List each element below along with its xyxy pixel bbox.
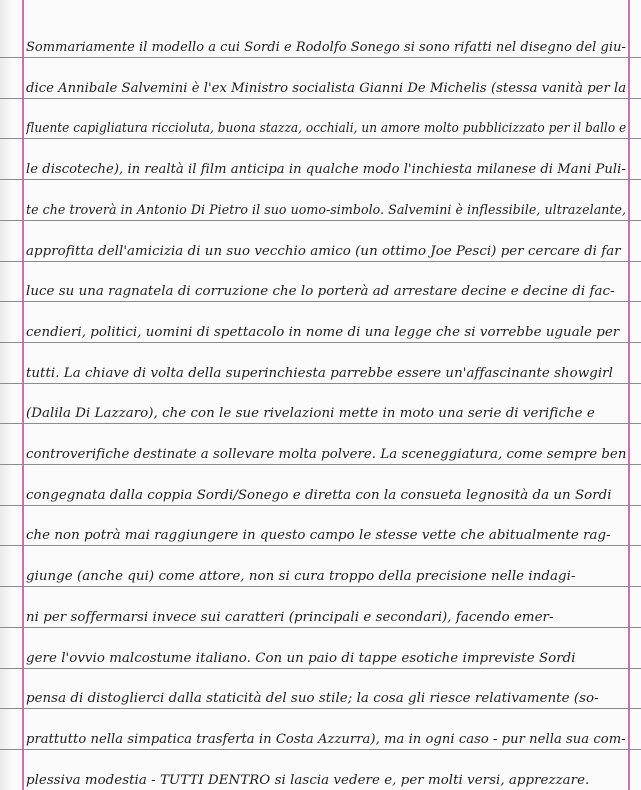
- right-margin-line: [628, 0, 630, 790]
- text-line: che non potrà mai raggiungere in questo campo le stesse vette che abitualmente rag-: [26, 528, 611, 543]
- text-line: congegnata dalla coppia Sordi/Sonego e diretta con la consueta legnosità da un Sordi: [26, 488, 612, 503]
- ruled-line: [0, 342, 641, 343]
- text-line: gere l'ovvio malcostume italiano. Con un paio di tappe esotiche impreviste Sordi: [26, 651, 576, 666]
- text-line: plessiva modestia - TUTTI DENTRO si lascia vedere e, per molti versi, apprezzare.: [26, 773, 590, 788]
- ruled-line: [0, 261, 641, 262]
- ruled-line: [0, 423, 641, 424]
- ruled-line: [0, 301, 641, 302]
- text-line: fluente capigliatura riccioluta, buona stazza, occhiali, un amore molto pubblicizzato per il ballo e: [26, 121, 626, 136]
- ruled-line: [0, 545, 641, 546]
- ruled-line: [0, 138, 641, 139]
- ruled-line: [0, 749, 641, 750]
- page-edge: [0, 0, 14, 790]
- text-line: cendieri, politici, uomini di spettacolo in nome di una legge che si vorrebbe uguale per: [26, 325, 620, 340]
- text-line: approfitta dell'amicizia di un suo vecchio amico (un ottimo Joe Pesci) per cercare di far: [26, 244, 621, 259]
- ruled-line: [0, 708, 641, 709]
- ruled-line: [0, 98, 641, 99]
- ruled-line: [0, 57, 641, 58]
- text-line: ni per soffermarsi invece sui caratteri (principali e secondari), facendo emer-: [26, 610, 554, 625]
- ruled-line: [0, 464, 641, 465]
- text-line: le discoteche), in realtà il film anticipa in qualche modo l'inchiesta milanese di Mani Puli-: [26, 162, 626, 177]
- text-line: te che troverà in Antonio Di Pietro il suo uomo-simbolo. Salvemini è inflessibile, ultrazelante,: [26, 203, 626, 218]
- ruled-line: [0, 220, 641, 221]
- text-line: (Dalila Di Lazzaro), che con le sue rivelazioni mette in moto una serie di verifiche e: [26, 406, 595, 421]
- ruled-line: [0, 627, 641, 628]
- left-margin-line: [22, 0, 24, 790]
- ruled-line: [0, 383, 641, 384]
- ruled-line: [0, 505, 641, 506]
- text-line: giunge (anche qui) come attore, non si cura troppo della precisione nelle indagi-: [26, 569, 576, 584]
- ruled-line: [0, 586, 641, 587]
- ruled-line: [0, 668, 641, 669]
- text-line: luce su una ragnatela di corruzione che lo porterà ad arrestare decine e decine di fac-: [26, 284, 615, 299]
- text-line: prattutto nella simpatica trasferta in Costa Azzurra), ma in ogni caso - pur nella sua com-: [26, 732, 626, 747]
- text-line: controverifiche destinate a sollevare molta polvere. La sceneggiatura, come sempre ben: [26, 447, 626, 462]
- ruled-line: [0, 179, 641, 180]
- text-line: Sommariamente il modello a cui Sordi e Rodolfo Sonego si sono rifatti nel disegno del giu-: [26, 40, 626, 55]
- text-line: dice Annibale Salvemini è l'ex Ministro socialista Gianni De Michelis (stessa vanità per la: [26, 81, 626, 96]
- text-line: pensa di distoglierci dalla staticità del suo stile; la cosa gli riesce relativamente (so-: [26, 691, 599, 706]
- text-line: tutti. La chiave di volta della superinchiesta parrebbe essere un'affascinante showgirl: [26, 366, 613, 381]
